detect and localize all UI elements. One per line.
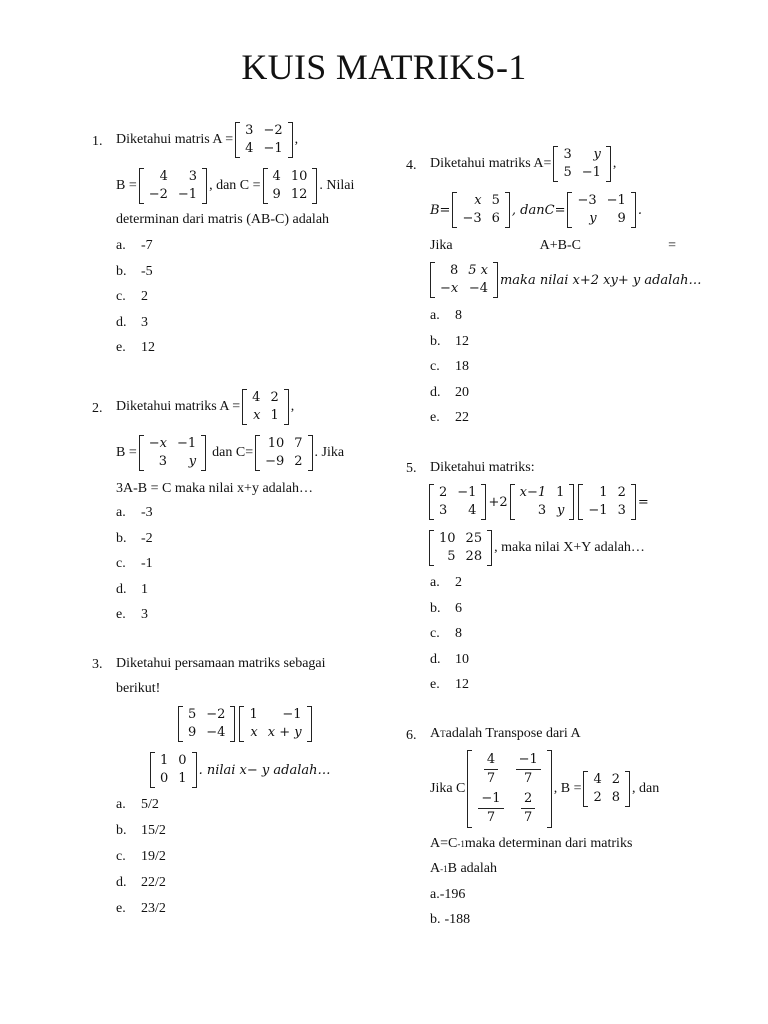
option-value: 8 [455, 308, 462, 323]
answer-option [116, 583, 148, 597]
option-letter: c. [116, 289, 126, 304]
answer-option [430, 335, 469, 349]
matrix-entry: 3 [617, 503, 626, 518]
question-number: 1. [92, 134, 103, 149]
matrix-entry: 0 [178, 753, 187, 768]
numerator: 2 [521, 791, 535, 809]
matrix-entry: −2 [206, 707, 226, 722]
question-text: A -1 B adalah [430, 861, 497, 876]
option-value: 6 [455, 600, 462, 616]
right-bracket [230, 706, 235, 742]
question-number: 5. [406, 461, 417, 476]
answer-option [116, 239, 153, 253]
option-value: 8 [455, 626, 462, 641]
option-letter: b. [430, 333, 441, 349]
right-bracket [547, 750, 552, 828]
question-text: . nilai x− y adalah… [198, 762, 331, 778]
fraction [521, 791, 535, 826]
option-letter: d. [116, 314, 127, 330]
option-letter: c. [430, 359, 440, 374]
right-bracket [201, 435, 206, 471]
matrix-entry: x [250, 725, 258, 740]
matrix-left [178, 706, 235, 742]
option-letter: e. [430, 677, 440, 692]
matrix-entry: 3 [537, 503, 547, 518]
option-value: -5 [141, 263, 153, 279]
matrix-entry: 10 [439, 531, 456, 546]
matrix-entry: 4 [593, 772, 602, 787]
option-value: 23/2 [141, 901, 166, 916]
page-title: KUIS MATRIKS-1 [241, 47, 527, 87]
matrix-a [242, 389, 289, 425]
answer-option [116, 316, 148, 330]
matrix-right [239, 706, 311, 742]
matrix-entry: 4 [252, 390, 261, 405]
option-value: 22 [455, 410, 469, 425]
option-letter: c. [116, 556, 126, 571]
matrix-entry: 2 [611, 772, 621, 787]
right-bracket [312, 168, 317, 204]
right-bracket [505, 192, 510, 228]
question-text: dan C= [212, 445, 254, 460]
denominator: 7 [486, 810, 496, 825]
matrix-entry: −1 [588, 503, 608, 518]
matrix-entry: 10 [267, 436, 285, 451]
matrix-entry: 5 [447, 549, 456, 564]
option-letter: b. [116, 823, 127, 838]
answer-option [116, 850, 166, 864]
answer-option [116, 608, 148, 622]
answer-option [430, 653, 469, 667]
matrix-entry: 5 x [468, 263, 488, 278]
answer-option [116, 265, 153, 279]
option-letter: b. [116, 263, 127, 279]
option-letter: a. [430, 575, 440, 590]
numerator: 4 [484, 752, 498, 770]
matrix-entry: −x [148, 436, 167, 451]
matrix-entry: 4 [159, 169, 168, 184]
option-value: 10 [455, 651, 469, 667]
question-text: B= [430, 202, 451, 218]
denominator: 7 [524, 810, 533, 825]
matrix-entry: 1 [599, 485, 608, 500]
answer-option [116, 532, 153, 546]
matrix-m1 [429, 484, 486, 520]
answer-option [430, 602, 462, 616]
matrix-entry: −3 [462, 211, 482, 226]
question-text: , danC= [511, 202, 566, 218]
matrix-entry: 4 [245, 141, 254, 156]
answer-option [116, 341, 155, 355]
right-bracket [308, 435, 313, 471]
matrix-entry: 2 [439, 485, 448, 500]
option-value: -3 [141, 505, 153, 520]
right-bracket [192, 752, 197, 788]
question-text: Diketahui matriks: [430, 460, 535, 475]
option-letter: d. [116, 581, 127, 597]
answer-option [116, 506, 153, 520]
matrix-entry: 8 [611, 790, 621, 805]
matrix-result [430, 262, 498, 298]
fraction [484, 752, 498, 787]
matrix-entry: −1 [457, 485, 477, 500]
question-text: , B = [553, 781, 582, 796]
matrix-entry: −1 [177, 187, 198, 202]
option-value: 20 [455, 384, 469, 400]
matrix-c [255, 435, 312, 471]
answer-option [430, 386, 469, 400]
option-letter: a. [116, 797, 126, 812]
matrix-entry: 5 [188, 707, 197, 722]
option-letter: e. [116, 340, 126, 355]
answer-option [116, 902, 166, 916]
matrix-entry: 9 [188, 725, 197, 740]
matrix-entry: 3 [188, 169, 198, 184]
option-letter: d. [430, 651, 441, 667]
matrix-entry: y [593, 147, 601, 162]
matrix-m2 [510, 484, 575, 520]
question-text: Diketahui matriks A= [430, 156, 552, 171]
option-letter: a. [430, 887, 440, 902]
fraction [516, 752, 541, 787]
answer-option [430, 576, 462, 590]
matrix-entry: 0 [160, 771, 169, 786]
option-value: 2 [455, 575, 462, 590]
right-bracket [481, 484, 486, 520]
matrix-entry: x + y [267, 725, 302, 740]
right-bracket [307, 706, 312, 742]
matrix-entry: 8 [449, 263, 459, 278]
right-bracket [288, 122, 293, 158]
answer-option [430, 888, 465, 902]
answer-option [116, 798, 159, 812]
matrix-entry: 5 [563, 165, 572, 180]
option-letter: b. [430, 912, 441, 927]
option-letter: a. [116, 505, 126, 520]
option-value: 15/2 [141, 823, 166, 838]
question-text: B = [116, 445, 137, 460]
denominator: 7 [486, 771, 496, 786]
question-number: 4. [406, 158, 417, 173]
matrix-entry: x [253, 408, 261, 423]
question-text: , maka nilai X+Y adalah… [494, 540, 645, 555]
matrix-entry: 10 [290, 169, 308, 184]
matrix-entry: −1 [282, 707, 302, 722]
question-text: B = [116, 178, 137, 193]
option-value: -196 [439, 887, 466, 902]
matrix-entry: x [474, 193, 482, 208]
matrix-c [263, 168, 318, 204]
option-value: 2 [141, 289, 148, 304]
question-text: . Nilai [319, 178, 355, 193]
numerator: −1 [516, 752, 541, 770]
option-value: 18 [455, 359, 469, 374]
option-letter: e. [430, 410, 440, 425]
matrix-entry: 2 [270, 390, 279, 405]
matrix-entry: y [589, 211, 597, 226]
denominator: 7 [524, 771, 533, 786]
answer-option [116, 876, 166, 890]
matrix-entry: 3 [245, 123, 254, 138]
question-number: 3. [92, 657, 103, 672]
matrix-entry: 4 [272, 169, 281, 184]
question-text: 3A-B = C maka nilai x+y adalah… [116, 481, 313, 496]
matrix-b [139, 435, 206, 471]
option-value: 3 [141, 314, 148, 330]
question-text: . Jika [314, 445, 345, 460]
answer-option [430, 627, 462, 641]
right-bracket [631, 192, 636, 228]
matrix-c [567, 192, 635, 228]
matrix-entry: y [557, 503, 565, 518]
option-letter: b. [430, 600, 441, 616]
matrix-c-fractions [467, 750, 551, 828]
matrix-entry: −2 [148, 187, 168, 202]
right-bracket [284, 389, 289, 425]
matrix-entry: 12 [290, 187, 308, 202]
question-text: , dan C = [209, 178, 261, 193]
matrix-entry: 1 [178, 771, 187, 786]
matrix-entry: 5 [491, 193, 500, 208]
option-letter: a. [116, 238, 126, 253]
matrix-result [429, 530, 492, 566]
question-text: Diketahui persamaan matriks sebagai [116, 656, 326, 671]
matrix-entry: −x [440, 281, 459, 296]
matrix-entry: 2 [593, 790, 602, 805]
question-text: Jika A+B-C = [430, 238, 676, 253]
matrix-entry: 7 [294, 436, 303, 451]
matrix-entry: 9 [617, 211, 626, 226]
question-number: 2. [92, 401, 103, 416]
answer-option [430, 411, 469, 425]
matrix-entry: 28 [465, 549, 483, 564]
option-value: 19/2 [141, 849, 166, 864]
option-letter: a. [430, 308, 440, 323]
matrix-entry: −3 [577, 193, 597, 208]
option-value: 3 [141, 607, 148, 622]
question-text: Jika C [430, 781, 466, 796]
option-letter: e. [116, 607, 126, 622]
right-bracket [606, 146, 611, 182]
option-value: -7 [141, 238, 153, 253]
matrix-entry: 4 [468, 503, 477, 518]
matrix-entry: 3 [439, 503, 448, 518]
matrix-b [583, 771, 630, 807]
option-letter: b. [116, 530, 127, 546]
right-bracket [487, 530, 492, 566]
answer-option [116, 290, 148, 304]
matrix-entry: 2 [294, 454, 303, 469]
option-value: 5/2 [141, 797, 159, 812]
right-bracket [493, 262, 498, 298]
matrix-entry: 1 [556, 485, 565, 500]
fraction [478, 791, 503, 826]
right-bracket [631, 484, 636, 520]
matrix-entry: 1 [270, 408, 279, 423]
matrix-entry: y [188, 454, 197, 469]
option-value: 1 [141, 581, 148, 597]
option-letter: e. [116, 901, 126, 916]
option-letter: d. [430, 384, 441, 400]
answer-option [116, 557, 153, 571]
question-text: maka nilai x+2 xy+ y adalah… [499, 272, 702, 288]
answer-option [430, 309, 462, 323]
question-text: , dan [632, 781, 660, 796]
answer-option [430, 913, 470, 927]
matrix-entry: −9 [265, 454, 285, 469]
option-letter: d. [116, 875, 127, 890]
question-text: berikut! [116, 681, 161, 696]
matrix-a [235, 122, 292, 158]
question-text: A=C -1 maka determinan dari matriks [430, 836, 633, 851]
matrix-entry: x−1 [519, 485, 547, 500]
matrix-entry: 3 [563, 147, 572, 162]
matrix-entry: −1 [263, 141, 283, 156]
answer-option [430, 678, 469, 692]
matrix-b [139, 168, 207, 204]
option-value: -188 [444, 912, 471, 927]
question-text: Diketahui matris A = [116, 132, 234, 147]
matrix-entry: −1 [581, 165, 601, 180]
right-bracket [625, 771, 630, 807]
matrix-entry: −4 [206, 725, 226, 740]
matrix-entry: 6 [491, 211, 500, 226]
question-number: 6. [406, 728, 417, 743]
question-text: determinan dari matris (AB-C) adalah [116, 212, 330, 227]
matrix-entry: 25 [465, 531, 483, 546]
right-bracket [569, 484, 574, 520]
option-value: -1 [141, 556, 153, 571]
question-text: A T adalah Transpose dari A [430, 726, 581, 741]
matrix-b [452, 192, 509, 228]
matrix-entry: 3 [158, 454, 167, 469]
answer-option [430, 360, 469, 374]
matrix-entry: −1 [606, 193, 626, 208]
matrix-entry: 2 [617, 485, 626, 500]
option-letter: c. [430, 626, 440, 641]
matrix-entry: 1 [160, 753, 169, 768]
identity-matrix [150, 752, 197, 788]
option-value: 12 [455, 677, 469, 692]
option-letter: c. [116, 849, 126, 864]
matrix-entry: −4 [468, 281, 488, 296]
matrix-m3 [578, 484, 635, 520]
option-value: 12 [141, 340, 155, 355]
right-bracket [202, 168, 207, 204]
answer-option [116, 824, 166, 838]
numerator: −1 [478, 791, 503, 809]
matrix-entry: −1 [176, 436, 197, 451]
matrix-entry: 1 [249, 707, 258, 722]
matrix-a [553, 146, 610, 182]
option-value: -2 [141, 530, 153, 546]
option-value: 12 [455, 333, 469, 349]
matrix-entry: 9 [272, 187, 281, 202]
option-value: 22/2 [141, 875, 166, 890]
matrix-entry: −2 [263, 123, 283, 138]
question-text: Diketahui matriks A = [116, 399, 241, 414]
